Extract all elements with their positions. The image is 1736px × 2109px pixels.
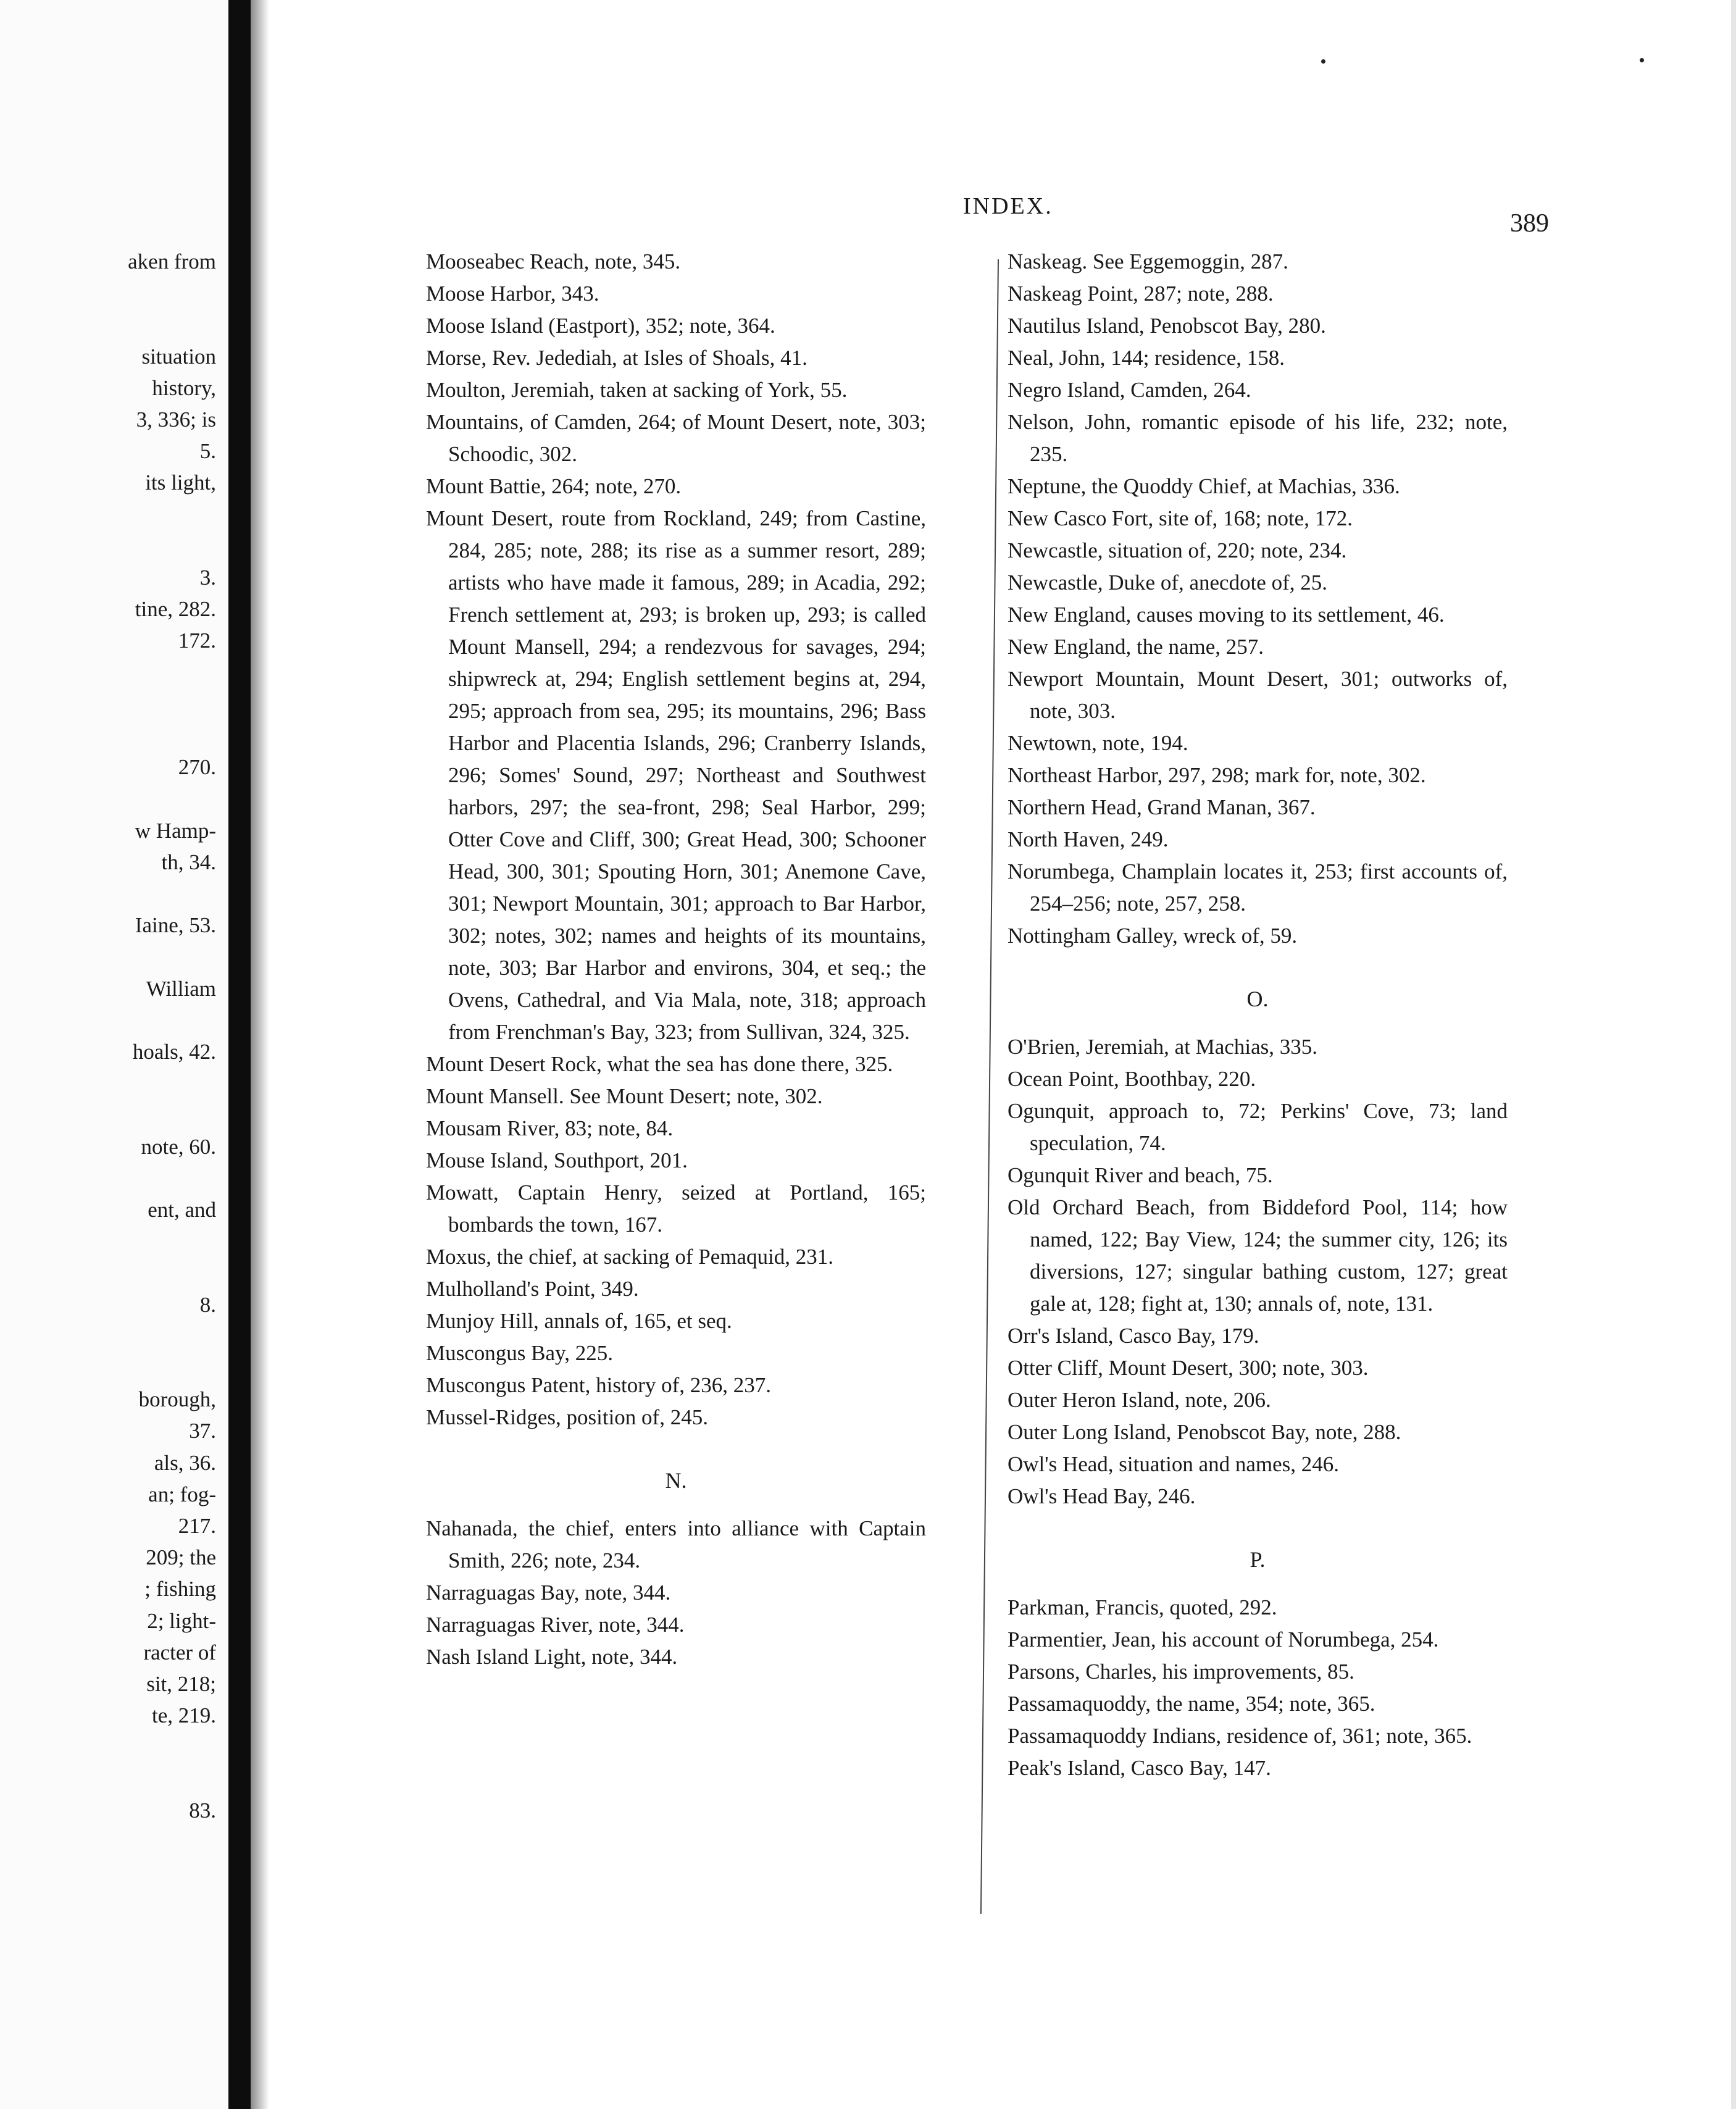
index-entry: Passamaquoddy, the name, 354; note, 365. — [1008, 1692, 1375, 1716]
left-page-line: 172. — [178, 629, 216, 653]
index-entry: Mount Battie, 264; note, 270. — [426, 474, 682, 498]
index-entry: Moose Island (Eastport), 352; note, 364. — [426, 314, 775, 338]
index-entry: Mousam River, 83; note, 84. — [426, 1116, 674, 1140]
index-entry: Mussel-Ridges, position of, 245. — [426, 1405, 708, 1429]
index-entry: Nash Island Light, note, 344. — [426, 1645, 678, 1669]
index-entry: Muscongus Patent, history of, 236, 237. — [426, 1373, 772, 1397]
left-page-line: als, 36. — [154, 1450, 216, 1475]
index-entry: New Casco Fort, site of, 168; note, 172. — [1008, 506, 1353, 530]
index-entry: Parkman, Francis, quoted, 292. — [1008, 1595, 1277, 1619]
index-entry: Newcastle, situation of, 220; note, 234. — [1008, 538, 1347, 562]
index-entry: Mooseabec Reach, note, 345. — [426, 249, 681, 274]
running-header: INDEX. — [963, 193, 1053, 219]
index-entry: Old Orchard Beach, from Biddeford Pool, 114; how named, 122; Bay View, 124; the summer city, 126; its diversions, 127; singular bathing custom, 127; great gale at, 128; fight at, 130; annals of, note, 131. — [1008, 1195, 1508, 1316]
section-letter: P. — [1250, 1547, 1266, 1572]
left-page-line: hoals, 42. — [132, 1040, 216, 1064]
index-entry: Orr's Island, Casco Bay, 179. — [1008, 1324, 1259, 1348]
left-page-line: 3, 336; is — [136, 407, 216, 432]
index-entry: Neal, John, 144; residence, 158. — [1008, 346, 1285, 370]
index-entry: Nottingham Galley, wreck of, 59. — [1008, 924, 1298, 948]
index-entry: Mount Mansell. See Mount Desert; note, 302. — [426, 1084, 823, 1108]
left-page-line: ; fishing — [144, 1577, 216, 1602]
left-page-line: th, 34. — [161, 850, 216, 874]
index-entry: Narraguagas Bay, note, 344. — [426, 1581, 671, 1605]
index-entry: Neptune, the Quoddy Chief, at Machias, 336. — [1008, 474, 1400, 498]
index-entry: New England, the name, 257. — [1008, 635, 1264, 659]
index-entry: Passamaquoddy Indians, residence of, 361; note, 365. — [1008, 1724, 1472, 1748]
index-entry: Newtown, note, 194. — [1008, 731, 1188, 755]
left-page-line: an; fog- — [148, 1482, 216, 1506]
left-page-line: Iaine, 53. — [135, 913, 216, 938]
left-page-fragment — [0, 0, 228, 2109]
left-page-line: 217. — [178, 1514, 216, 1538]
index-column-right — [1008, 246, 1508, 1784]
index-entry: Negro Island, Camden, 264. — [1008, 378, 1251, 402]
left-page-line: William — [146, 976, 216, 1001]
column-divider — [980, 259, 999, 1914]
left-page-line: sit, 218; — [146, 1672, 216, 1696]
left-page-line: 83. — [189, 1798, 216, 1823]
index-entry: Naskeag Point, 287; note, 288. — [1008, 282, 1274, 306]
index-entry: Peak's Island, Casco Bay, 147. — [1008, 1756, 1271, 1780]
speck — [1640, 58, 1644, 62]
index-entry: Nautilus Island, Penobscot Bay, 280. — [1008, 314, 1326, 338]
index-entry: O'Brien, Jeremiah, at Machias, 335. — [1008, 1035, 1317, 1059]
index-entry: Parmentier, Jean, his account of Norumbega, 254. — [1008, 1627, 1439, 1652]
left-page-line: its light, — [145, 470, 216, 495]
index-entry: Muscongus Bay, 225. — [426, 1341, 614, 1365]
left-page-line: tine, 282. — [135, 597, 216, 622]
left-page-line: 3. — [199, 566, 216, 590]
index-entry: Mowatt, Captain Henry, seized at Portland, 165; bombards the town, 167. — [426, 1180, 926, 1237]
left-page-line: 209; the — [146, 1545, 216, 1570]
left-page-line: note, 60. — [141, 1134, 216, 1159]
index-entry: Outer Long Island, Penobscot Bay, note, 288. — [1008, 1420, 1401, 1444]
index-entry: Owl's Head, situation and names, 246. — [1008, 1452, 1340, 1476]
index-entry: Mount Desert, route from Rockland, 249; from Castine, 284, 285; note, 288; its rise as a summer resort, 289; artists who have made it famous, 289; in Acadia, 292; French settlement at, 293; is broken up, 293; is called Mount Mansell, 294; a rendezvous for savages, 294; shipwreck at, 294; English settlement begins at, 294, 295; approach from sea, 295; its mountains, 296; Bass Harbor and Placentia Islands, 296; Cranberry Islands, 296; Somes' Sound, 297; Northeast and Southwest harbors, 297; the sea-front, 298; Seal Harbor, 299; Otter Cove and Cliff, 300; Great Head, 300; Schooner Head, 300, 301; Spouting Horn, 301; Anemone Cave, 301; Newport Mountain, 301; approach to Bar Harbor, 302; notes, 302; names and heights of its mountains, note, 303; Bar Harbor and environs, 304, et seq.; the Ovens, Cathedral, and Via Mala, note, 318; approach from Frenchman's Bay, 323; from Sullivan, 324, 325. — [426, 506, 926, 1044]
index-entry: North Haven, 249. — [1008, 827, 1169, 851]
index-entry: Mulholland's Point, 349. — [426, 1277, 639, 1301]
index-entry: Morse, Rev. Jedediah, at Isles of Shoals, 41. — [426, 346, 807, 370]
left-page-line: history, — [152, 375, 216, 400]
index-entry: Newport Mountain, Mount Desert, 301; outworks of, note, 303. — [1008, 667, 1508, 723]
left-page-line: 37. — [189, 1419, 216, 1443]
index-entry: Outer Heron Island, note, 206. — [1008, 1388, 1271, 1412]
index-entry: Moulton, Jeremiah, taken at sacking of York, 55. — [426, 378, 848, 402]
index-entry: Mount Desert Rock, what the sea has done there, 325. — [426, 1052, 893, 1076]
page-edge — [1731, 0, 1736, 2109]
index-entry: Nahanada, the chief, enters into alliance with Captain Smith, 226; note, 234. — [426, 1516, 926, 1572]
page-number: 389 — [1510, 209, 1549, 238]
index-entry: Mountains, of Camden, 264; of Mount Desert, note, 303; Schoodic, 302. — [426, 410, 926, 466]
index-entry: Mouse Island, Southport, 201. — [426, 1148, 688, 1172]
left-page-line: racter of — [143, 1640, 216, 1664]
left-page-line: ent, and — [148, 1198, 216, 1222]
section-letter: N. — [665, 1468, 687, 1493]
index-entry: Ogunquit, approach to, 72; Perkins' Cove, 73; land speculation, 74. — [1008, 1099, 1508, 1155]
left-page-line: aken from — [128, 249, 216, 274]
index-entry: Nelson, John, romantic episode of his life, 232; note, 235. — [1008, 410, 1508, 466]
book-gutter — [228, 0, 251, 2109]
index-entry: Owl's Head Bay, 246. — [1008, 1484, 1196, 1508]
speck — [1321, 59, 1325, 64]
left-page-line: 270. — [178, 755, 216, 780]
index-entry: Otter Cliff, Mount Desert, 300; note, 303. — [1008, 1356, 1369, 1380]
index-entry: New England, causes moving to its settlement, 46. — [1008, 603, 1445, 627]
left-page-line: 5. — [199, 439, 216, 464]
left-page-line: situation — [141, 344, 216, 369]
index-column-left — [426, 246, 926, 1673]
left-page-line: 2; light- — [147, 1608, 216, 1633]
index-entry: Newcastle, Duke of, anecdote of, 25. — [1008, 570, 1327, 595]
index-entry: Moose Harbor, 343. — [426, 282, 599, 306]
left-page-line: 8. — [199, 1292, 216, 1317]
index-entry: Naskeag. See Eggemoggin, 287. — [1008, 249, 1288, 274]
index-entry: Ogunquit River and beach, 75. — [1008, 1163, 1273, 1187]
index-entry: Munjoy Hill, annals of, 165, et seq. — [426, 1309, 732, 1333]
index-entry: Northern Head, Grand Manan, 367. — [1008, 795, 1316, 819]
section-letter: O. — [1246, 987, 1269, 1011]
gutter-shadow — [251, 0, 269, 2109]
index-entry: Northeast Harbor, 297, 298; mark for, note, 302. — [1008, 763, 1426, 787]
index-entry: Narraguagas River, note, 344. — [426, 1613, 685, 1637]
left-page-line: te, 219. — [151, 1703, 216, 1728]
index-entry: Parsons, Charles, his improvements, 85. — [1008, 1660, 1354, 1684]
left-page-line: borough, — [138, 1387, 216, 1412]
left-page-line: w Hamp- — [135, 818, 216, 843]
index-entry: Norumbega, Champlain locates it, 253; first accounts of, 254–256; note, 257, 258. — [1008, 859, 1508, 916]
index-entry: Moxus, the chief, at sacking of Pemaquid, 231. — [426, 1245, 834, 1269]
index-entry: Ocean Point, Boothbay, 220. — [1008, 1067, 1256, 1091]
